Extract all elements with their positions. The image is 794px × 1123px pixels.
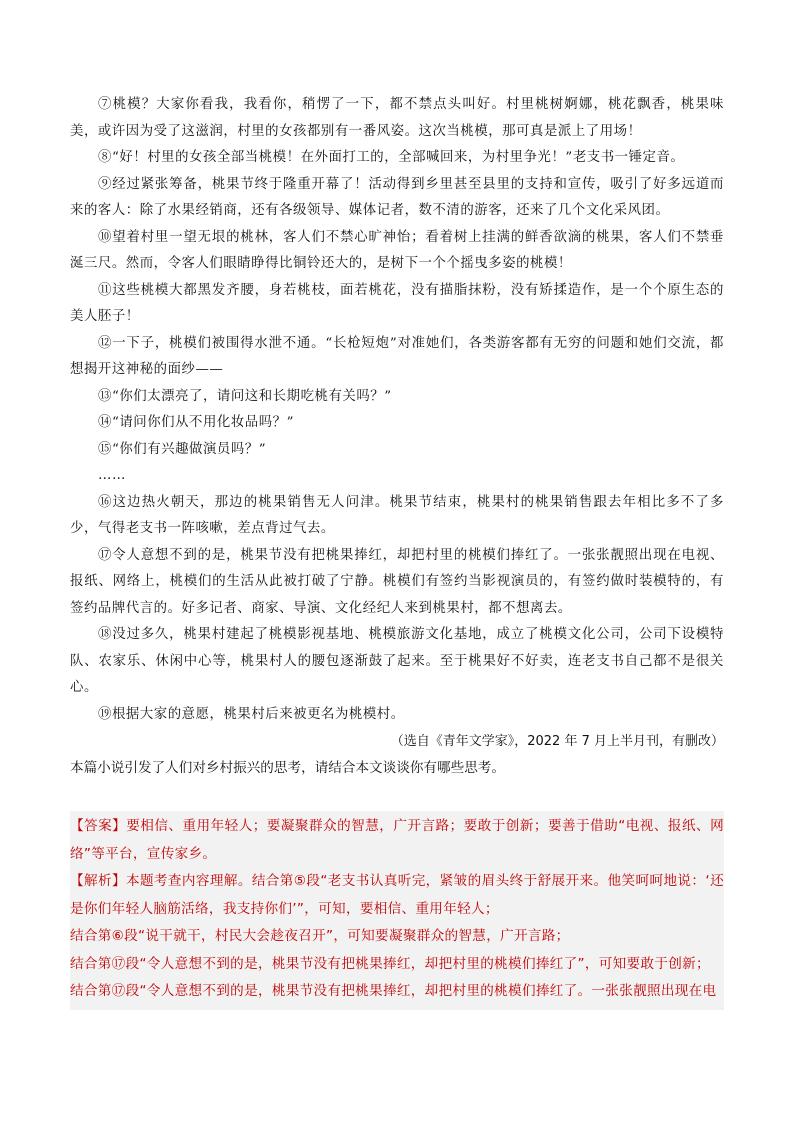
analysis-line-3: 结合第⑰段“令人意想不到的是，桃果节没有把桃果捧红，却把村里的桃模们捧红了。一张张靓照出现在电 (70, 983, 717, 999)
paragraph-17: ⑰令人意想不到的是，桃果节没有把桃果捧红，却把村里的桃模们捧红了。一张张靓照出现在电视、报纸、网络上，桃模们的生活从此被打破了宁静。桃模们有签约当影视演员的，有签约做时装模特的，有签约品牌代言的。好多记者、商家、导演、文化经纪人来到桃果村，都不想离去。 (70, 547, 724, 616)
analysis-label: 【解析】 (70, 873, 126, 889)
paragraph-8: ⑧“好！村里的女孩全部当桃模！在外面打工的，全部喊回来，为村里争光！”老支书一锤定音。 (98, 150, 685, 165)
document-page (70, 92, 724, 1010)
story-text (70, 92, 724, 728)
paragraph-13: ⑬“你们太漂亮了，请问这和长期吃桃有关吗？” (98, 388, 392, 404)
paragraph-10: ⑩望着村里一望无垠的桃林，客人们不禁心旷神怡；看着树上挂满的鲜香欲滴的桃果，客人们不禁垂涎三尺。然而，令客人们眼睛睁得比铜铃还大的，是树下一个个摇曳多姿的桃模！ (70, 229, 724, 271)
paragraph-18: ⑱没过多久，桃果村建起了桃模影视基地、桃模旅游文化基地，成立了桃模文化公司，公司下设模特队、农家乐、休闲中心等，桃果村人的腰包逐渐鼓了起来。至于桃果好不好卖，连老支书自己都不是很关心。 (70, 627, 724, 695)
ellipsis-line: …… (98, 468, 126, 483)
paragraph-15: ⑮“你们有兴趣做演员吗？” (98, 441, 267, 457)
question-text: 本篇小说引发了人们对乡村振兴的思考，请结合本文谈谈你有哪些思考。 (70, 760, 505, 776)
paragraph-19: ⑲根据大家的意愿，桃果村后来被更名为桃模村。 (98, 706, 405, 722)
answer-paragraph (70, 813, 724, 868)
paragraph-16: ⑯这边热火朝天，那边的桃果销售无人问津。桃果节结束，桃果村的桃果销售跟去年相比多不了多少，气得老支书一阵咳嗽，差点背过气去。 (70, 494, 724, 536)
paragraph-14: ⑭“请问你们从不用化妆品吗？” (98, 415, 295, 430)
answer-analysis-box (70, 811, 724, 1010)
paragraph-12: ⑫一下子，桃模们被围得水泄不通。“长枪短炮”对准她们，各类游客都有无穷的问题和她们交流，都想揭开这神秘的面纱—— (70, 335, 724, 377)
source-citation: （选自《青年文学家》，2022 年 7 月上半月刊，有删改） (390, 734, 724, 749)
paragraph-7: ⑦桃模？大家你看我，我看你，稍愣了一下，都不禁点头叫好。村里桃树婀娜，桃花飘香，桃果味美，或许因为受了这滋润，村里的女孩都别有一番风姿。这次当桃模，那可真是派上了用场！ (70, 97, 724, 139)
paragraph-9: ⑨经过紧张筹备，桃果节终于隆重开幕了！活动得到乡里甚至县里的支持和宣传，吸引了好多远道而来的客人：除了水果经销商，还有各级领导、媒体记者，数不清的游客，还来了几个文化采风团。 (70, 176, 724, 218)
analysis-paragraph (70, 868, 724, 923)
analysis-line-2: 结合第⑰段“令人意想不到的是，桃果节没有把桃果捧红，却把村里的桃模们捧红了”，可知要敢于创新； (70, 955, 710, 972)
analysis-line-1: 结合第⑥段“说干就干，村民大会趁夜召开”，可知要凝聚群众的智慧，广开言路； (70, 928, 570, 944)
paragraph-11: ⑪这些桃模大都黑发齐腰，身若桃枝，面若桃花，没有描脂抹粉，没有矫揉造作，是一个个原生态的美人胚子！ (70, 282, 724, 324)
analysis-intro: 本题考查内容理解。结合第⑤段“老支书认真听完，紧皱的眉头终于舒展开来。他笑呵呵地说：‘还是你们年轻人脑筋活络，我支持你们’”，可知，要相信、重用年轻人； (70, 873, 725, 917)
answer-label: 【答案】 (70, 818, 127, 834)
answer-text: 要相信、重用年轻人；要凝聚群众的智慧，广开言路；要敢于创新；要善于借助“电视、报纸、网络”等平台，宣传家乡。 (70, 818, 724, 862)
